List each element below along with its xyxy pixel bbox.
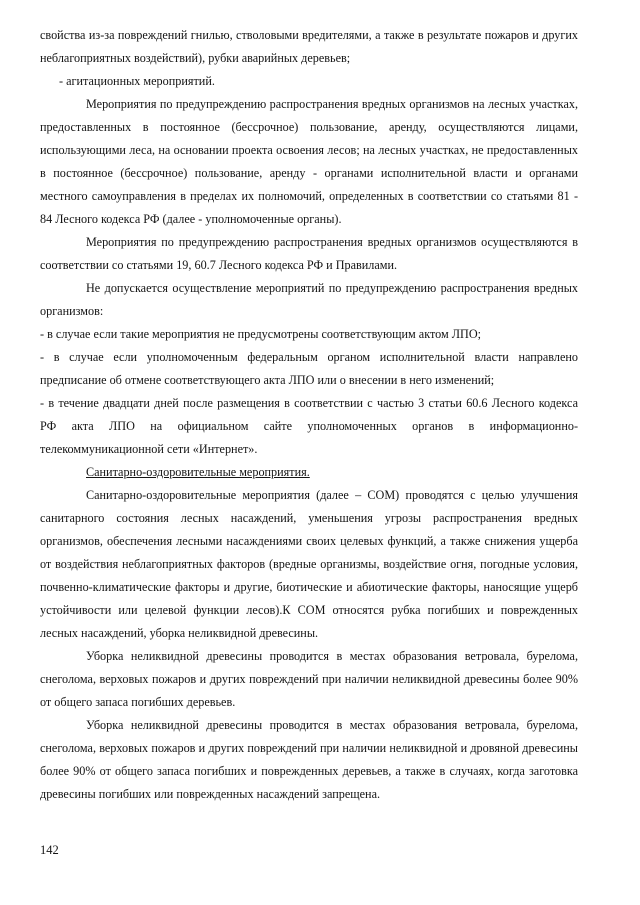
section-heading: [40, 461, 578, 484]
paragraph-continuation: свойства из-за повреждений гнилью, стволовыми вредителями, а также в результате пожаров и других неблагоприятных воздействий), рубки аварийных деревьев;: [40, 28, 578, 65]
paragraph-som-definition: Санитарно-оздоровительные мероприятия (далее – СОМ) проводятся с целью улучшения санитарного состояния лесных насаждений, уменьшения угрозы распространения вредных организмов, обеспечения лесными насаждениями своих целевых функций, а также снижения ущерба от воздействия неблагоприятных факторов (вредные организмы, воздействие огня, погодные условия, почвенно-климатические факторы и другие, биотические и абиотические факторы, наносящие ущерб устойчивости или целевой функции лесов).К СОМ относятся рубка погибших и поврежденных лесных насаждений, уборка неликвидной древесины.: [40, 488, 578, 640]
paragraph-cleanup-1: Уборка неликвидной древесины проводится в местах образования ветровала, бурелома, снеголома, верховых пожаров и других повреждений при наличии неликвидной древесины более 90% от общего запаса погибших деревьев.: [40, 649, 578, 709]
list-item-not-provided: - в случае если такие мероприятия не предусмотрены соответствующим актом ЛПО;: [40, 327, 482, 341]
list-item-agitation: - агитационных мероприятий.: [59, 74, 215, 88]
page-number: 142: [40, 843, 59, 857]
paragraph-prevention-measures: Мероприятия по предупреждению распространения вредных организмов на лесных участках, предоставленных в постоянное (бессрочное) пользование, аренду, осуществляются лицами, использующими леса, на основании проекта освоения лесов; на лесных участках, не предоставленных в постоянное (бессрочное) пользование, аренду - органами исполнительной власти и органами местного самоуправления в пределах их полномочий, определенных в соответствии со статьями 81 - 84 Лесного кодекса РФ (далее - уполномоченные органы).: [40, 97, 578, 226]
paragraph-not-allowed: Не допускается осуществление мероприятий по предупреждению распространения вредных организмов:: [40, 281, 578, 318]
paragraph-cleanup-2: Уборка неликвидной древесины проводится в местах образования ветровала, бурелома, снеголома, верховых пожаров и других повреждений при наличии неликвидной и дровяной древесины более 90% от общего запаса погибших и поврежденных деревьев, а также в случаях, когда заготовка древесины погибших или поврежденных насаждений запрещена.: [40, 718, 578, 801]
list-item-twenty-days: - в течение двадцати дней после размещения в соответствии с частью 3 статьи 60.6 Лесного кодекса РФ акта ЛПО на официальном сайте уполномоченных органов в информационно-телекоммуникационной сети «Интернет».: [40, 396, 578, 456]
paragraph-legal-basis: Мероприятия по предупреждению распространения вредных организмов осуществляются в соответствии со статьями 19, 60.7 Лесного кодекса РФ и Правилами.: [40, 235, 578, 272]
section-heading-text: Санитарно-оздоровительные мероприятия.: [86, 465, 310, 479]
list-item-prescription: - в случае если уполномоченным федеральным органом исполнительной власти направлено предписание об отмене соответствующего акта ЛПО или о внесении в него изменений;: [40, 350, 578, 387]
